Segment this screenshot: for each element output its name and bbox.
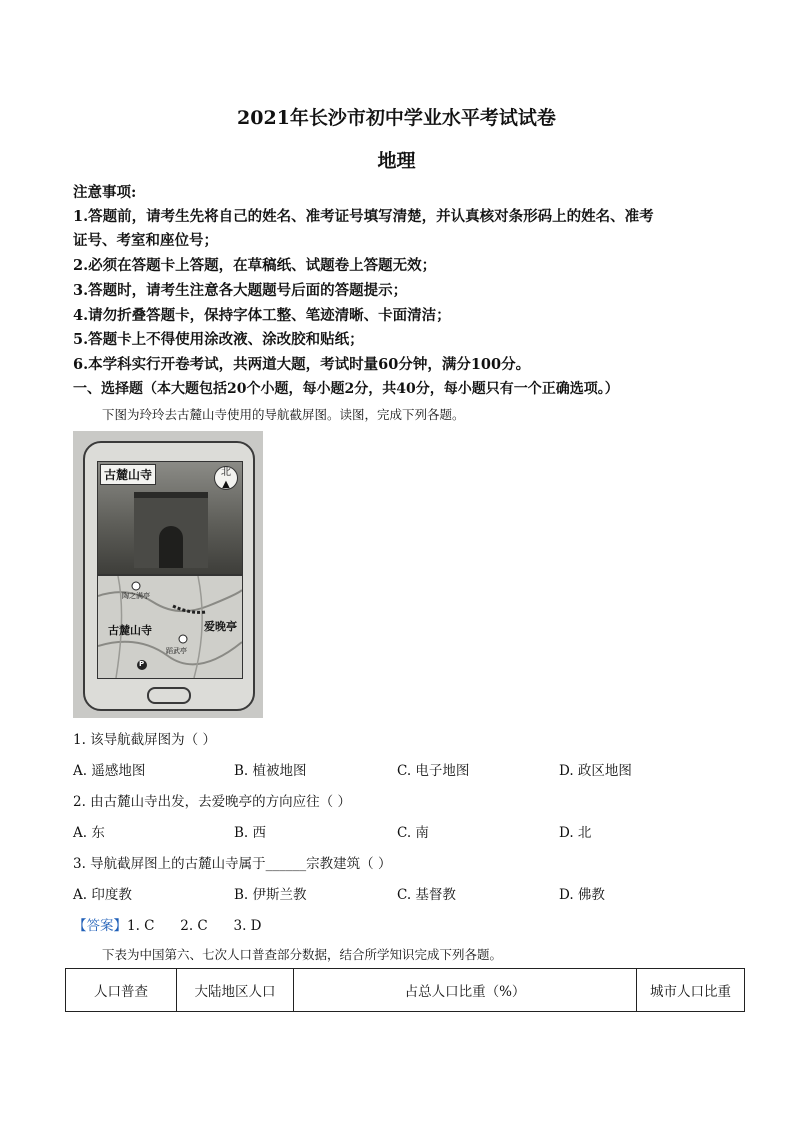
answer-line	[73, 914, 262, 934]
map-label-temple: 古麓山寺	[108, 624, 152, 637]
temple-photo	[97, 461, 243, 575]
exam-title: 2021年长沙市初中学业水平考试试卷	[237, 107, 556, 129]
north-label: 北	[221, 467, 231, 478]
home-button	[147, 687, 191, 704]
map-label-top: 陶之满亭	[122, 592, 150, 600]
notice-item-3: 3.答题时，请考生注意各大题题号后面的答题提示；	[73, 282, 408, 299]
answer-text: 1. C 2. C 3. D	[127, 918, 262, 934]
notice-item-4: 4.请勿折叠答题卡，保持字体工整、笔迹清晰、卡面清洁；	[73, 307, 451, 324]
map-view	[97, 575, 243, 679]
question-1-option-a[interactable]: A. 遥感地图	[73, 763, 146, 779]
census-table	[65, 968, 745, 1012]
notice-item-2: 2.必须在答题卡上答题，在草稿纸、试题卷上答题无效；	[73, 257, 437, 274]
subject-title: 地理	[377, 150, 416, 172]
parking-icon: P	[139, 660, 145, 668]
question-2-stem: 2. 由古麓山寺出发，去爱晚亭的方向应往（ ）	[73, 794, 351, 810]
table-header-row	[66, 969, 745, 1012]
table-header-share: 占总人口比重（%）	[294, 969, 637, 1012]
table-header-mainland-population: 大陆地区人口	[177, 969, 294, 1012]
map-label-bottom: 蹈武亭	[166, 647, 187, 655]
notice-item-1-line-2: 证号、考室和座位号；	[73, 232, 218, 249]
notice-item-6: 6.本学科实行开卷考试，共两道大题，考试时量60分钟，满分100分。	[73, 356, 531, 373]
notice-item-5: 5.答题卡上不得使用涂改液、涂改胶和贴纸；	[73, 331, 364, 348]
notice-item-1-line-1: 1.答题前，请考生先将自己的姓名、准考证号填写清楚，并认真核对条形码上的姓名、准考	[73, 208, 654, 225]
section-1-intro: 下图为玲玲去古麓山寺使用的导航截屏图。读图，完成下列各题。	[102, 407, 465, 422]
question-1-option-c[interactable]: C. 电子地图	[397, 763, 470, 779]
navigation-screenshot-figure	[73, 431, 263, 718]
temple-gate-image	[134, 492, 208, 568]
answer-tag: 【答案】	[73, 918, 127, 934]
question-2-option-d[interactable]: D. 北	[559, 825, 592, 841]
map-label-pavilion: 爱晚亭	[204, 620, 237, 633]
question-1-stem: 1. 该导航截屏图为（ ）	[73, 732, 216, 748]
question-1-option-b[interactable]: B. 植被地图	[234, 763, 307, 779]
question-3-option-d[interactable]: D. 佛教	[559, 887, 605, 903]
north-arrow-icon: 北 ▲	[214, 466, 238, 490]
question-3-option-c[interactable]: C. 基督教	[397, 887, 456, 903]
question-3-option-a[interactable]: A. 印度教	[73, 887, 132, 903]
question-2-option-b[interactable]: B. 西	[234, 825, 267, 841]
question-2-option-c[interactable]: C. 南	[397, 825, 429, 841]
notice-heading: 注意事项:	[73, 184, 137, 201]
temple-gate-door	[159, 526, 183, 568]
table-header-census: 人口普查	[66, 969, 177, 1012]
question-1-option-d[interactable]: D. 政区地图	[559, 763, 632, 779]
question-3-option-b[interactable]: B. 伊斯兰教	[234, 887, 307, 903]
question-2-option-a[interactable]: A. 东	[73, 825, 105, 841]
question-3-stem: 3. 导航截屏图上的古麓山寺属于______宗教建筑（ ）	[73, 856, 392, 872]
section-2-intro: 下表为中国第六、七次人口普查部分数据，结合所学知识完成下列各题。	[102, 947, 503, 962]
phone-outline	[83, 441, 255, 711]
table-header-urban-share: 城市人口比重	[637, 969, 745, 1012]
section-1-heading: 一、选择题（本大题包括20个小题，每小题2分，共40分，每小题只有一个正确选项。）	[73, 381, 619, 397]
photo-label: 古麓山寺	[100, 464, 156, 485]
